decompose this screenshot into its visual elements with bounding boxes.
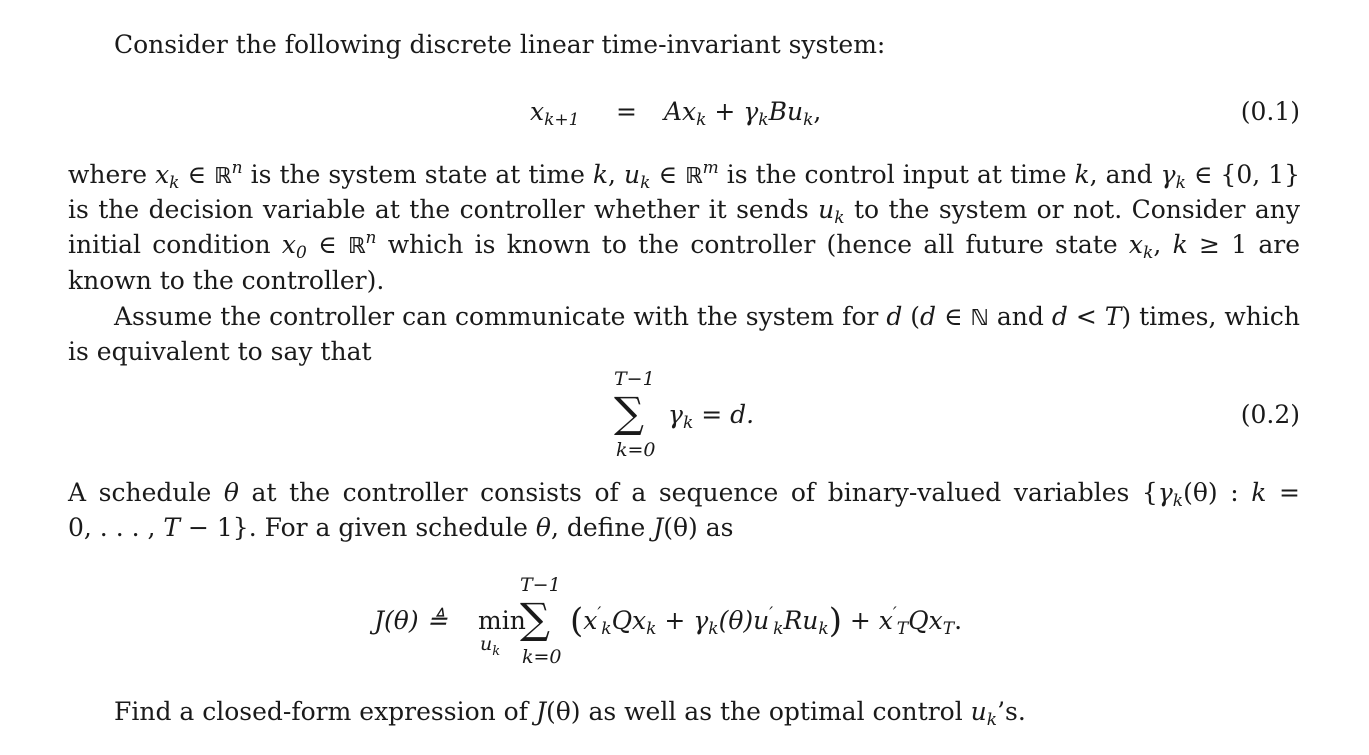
paragraph-assume-line-2: is equivalent to say that	[68, 337, 372, 366]
paragraph-where-line-1: where $x_k$ ∈ ℝ$^n$ is the system state at time k, $u_k$ ∈ ℝ$^m$ is the control input at time k, and $\gamma_k$ ∈ {0, 1}	[68, 158, 1301, 193]
equation-0-2-sum-symbol: ∑	[614, 388, 644, 437]
paragraph-assume-line-1: Assume the controller can communicate with the system for d (d ∈ ℕ and d < T) times, which	[114, 302, 1301, 331]
equation-0-1-relation: =	[616, 97, 637, 126]
equation-3-lhs: J(θ) ≜	[374, 606, 448, 635]
paragraph-where-line-2: is the decision variable at the controller whether it sends $u_k$ to the system or not. Consider any	[68, 195, 1300, 228]
equation-0-2-lower-limit: k=0	[616, 439, 656, 461]
paragraph-where-line-3: initial condition $x_0$ ∈ ℝ$^n$ which is known to the controller (hence all future state $x_k$, k ≥ 1 are	[68, 228, 1301, 263]
equation-3-sum-symbol: ∑	[520, 594, 550, 643]
paragraph-where-line-4: known to the controller).	[68, 266, 385, 295]
equation-0-2-upper-limit: T−1	[614, 368, 655, 390]
paragraph-schedule-line-1: A schedule θ at the controller consists of a sequence of binary-valued variables {$\gamma_k(\theta)$ : k =	[68, 478, 1300, 511]
paragraph-intro	[68, 28, 1300, 62]
equation-3-upper-limit: T−1	[520, 574, 561, 596]
document-page	[68, 0, 1300, 755]
equation-0-1-rhs: $Ax_k + \gamma_kBu_k$,	[664, 97, 822, 130]
equation-3-lower-limit: k=0	[522, 646, 562, 668]
equation-3-min-subscript: $u_k$	[480, 633, 501, 659]
intro-text: Consider the following discrete linear time-invariant system:	[114, 30, 886, 59]
equation-number-0-2: (0.2)	[1240, 400, 1300, 429]
equation-3-body: $(x'_kQx_k + \gamma_k(\theta)u'_kRu_k) + x'_TQx_T$.	[570, 601, 963, 641]
equation-0-1-lhs: $x_{k+1}$	[530, 97, 580, 130]
equation-3-min: min	[478, 606, 526, 635]
paragraph-schedule-line-2: 0, . . . , T − 1}. For a given schedule θ, define J(θ) as	[68, 513, 734, 542]
equation-number-0-1: (0.1)	[1240, 97, 1300, 126]
paragraph-find: Find a closed-form expression of J(θ) as well as the optimal control $u_k’s$.	[114, 697, 1026, 730]
equation-0-2-body: $\gamma_k = d$.	[668, 400, 755, 433]
